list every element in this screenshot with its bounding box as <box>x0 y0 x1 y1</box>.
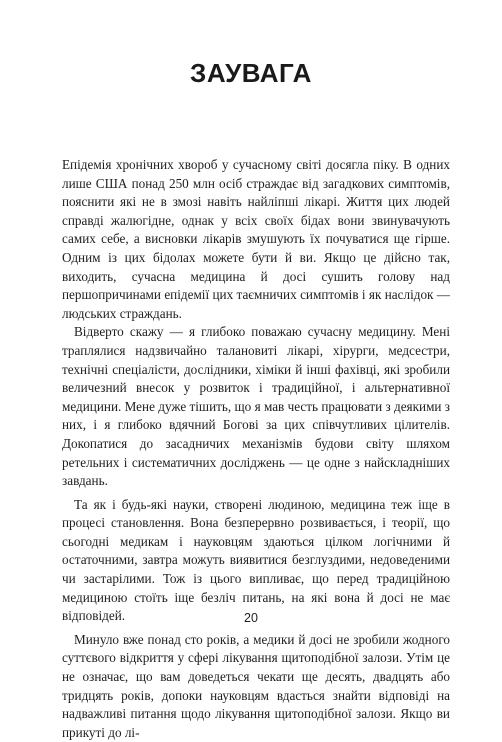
paragraph: Відверто скажу — я глибоко поважаю сучасну медицину. Мені траплялися надзвичайно талановиті лікарі, хірурги, медсестри, технічні спеціалісти, дослідники, хіміки й інші фахівці, які зробили величезний внесок у розвиток і традиційної, і альтернативної медицини. Мене дуже тішить, що я мав честь працювати з деякими з них, і я глибоко вдячний Богові за цих співчутливих цілителів. Докопатися до засадничих механізмів будови світу шляхом ретельних і систематичних досліджень — це одне з найскладніших завдань. <box>62 324 450 489</box>
body-text <box>62 156 450 742</box>
paragraph: Та як і будь-які науки, створені людиною, медицина теж іще в процесі становлення. Вона безперервно розвивається, і теорії, що сьогодні медикам і науковцям здаються цілком логічними й остаточними, завтра можуть виявитися безглуздими, недоведеними чи застарілими. Тож із цього випливає, що перед традиційною медициною стоїть іще безліч питань, на які вона й досі не має відповідей. <box>62 496 450 624</box>
page-title: ЗАУВАГА <box>190 58 312 88</box>
page-number: 20 <box>244 611 258 625</box>
paragraph: Епідемія хронічних хвороб у сучасному світі досягла піку. В одних лише США понад 250 млн осіб страждає від загадкових симптомів, пояснити які не в змозі навіть найліпші лікарі. Життя цих людей справді жалюгідне, однак у всіх своїх бідах вони звинувачують самих себе, а висновки лікарів змушують їх почуватися ще гірше. Одним із цих бідолах можете бути й ви. Якщо це дійсно так, виходить, сучасна медицина й досі сушить голову над першопричинами епідемії цих таємничих симптомів і як наслідок — людських страждань. <box>62 157 450 321</box>
paragraph: Минуло вже понад сто років, а медики й досі не зробили жодного суттєвого відкриття у сфері лікування щитоподібної залози. Утім це не означає, що вам доведеться чекати ще десять, двадцять або тридцять років, допоки науковцям вдасться знайти відповіді на надважливі питання щодо лікування щитоподібної залози. Якщо ви прикуті до лі- <box>62 631 450 740</box>
